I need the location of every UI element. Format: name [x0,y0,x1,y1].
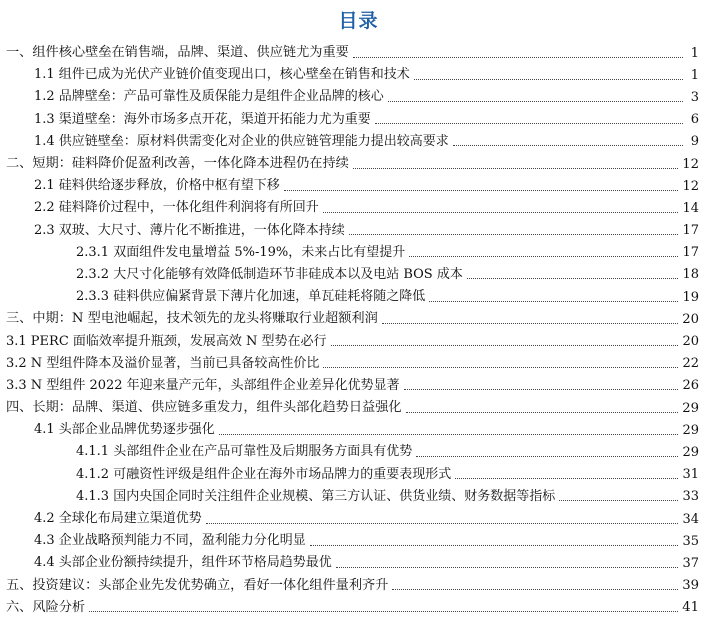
toc-entry-label[interactable]: 4.1.3 国内央国企同时关注组件企业规模、第三方认证、供货业绩、财务数据等指标 [76,488,556,504]
toc-entry[interactable] [0,42,717,64]
toc-entry[interactable] [0,486,717,508]
toc-entry[interactable] [0,308,717,330]
toc-page-number[interactable]: 37 [682,555,699,571]
toc-page-number[interactable]: 29 [682,400,699,416]
dot-leader [404,389,679,390]
toc-entry[interactable] [0,464,717,486]
toc-entry-label[interactable]: 4.3 企业战略预判能力不同，盈利能力分化明显 [34,533,306,549]
toc-page-number[interactable]: 6 [690,112,699,128]
toc-page-number[interactable]: 1 [690,45,699,61]
dot-leader [416,456,678,457]
dot-leader [392,589,678,590]
toc-entry-label[interactable]: 2.3.2 大尺寸化能够有效降低制造环节非硅成本以及电站 BOS 成本 [76,266,463,282]
toc-page-number[interactable]: 33 [682,489,699,505]
toc-entry-label[interactable]: 3.1 PERC 面临效率提升瓶颈，发展高效 N 型势在必行 [6,333,327,349]
dot-leader [323,212,679,213]
dot-leader [89,611,678,612]
dot-leader [388,101,683,102]
toc-entry[interactable] [0,397,717,419]
toc-entry[interactable] [0,286,717,308]
toc-entry-label[interactable]: 4.1.1 头部组件企业在产品可靠性及后期服务方面具有优势 [76,444,413,460]
toc-page-number[interactable]: 12 [682,178,699,194]
toc-entry-label[interactable]: 4.4 头部企业份额持续提升，组件环节格局趋势最优 [34,555,332,571]
dot-leader [349,234,679,235]
toc-entry[interactable] [0,64,717,86]
toc-entry-label[interactable]: 2.1 硅料供给逐步释放，价格中枢有望下移 [34,178,280,194]
toc-entry[interactable] [0,264,717,286]
dot-leader [414,79,683,80]
toc-page-number[interactable]: 31 [682,467,699,483]
dot-leader [382,323,678,324]
table-of-contents [0,42,717,619]
toc-page-number[interactable]: 29 [682,422,699,438]
toc-page-number[interactable]: 20 [682,311,699,327]
toc-entry-label[interactable]: 4.1.2 可融资性评级是组件企业在海外市场品牌力的重要表现形式 [76,466,452,482]
toc-entry[interactable] [0,153,717,175]
dot-leader [353,168,678,169]
toc-page-number[interactable]: 20 [682,334,699,350]
toc-page-number[interactable]: 18 [682,267,699,283]
toc-entry-label[interactable]: 一、组件核心壁垒在销售端，品牌、渠道、供应链尤为重要 [6,45,349,61]
dot-leader [206,523,679,524]
toc-entry-label[interactable]: 1.4 供应链壁垒：原材料供需变化对企业的供应链管理能力提出较高要求 [34,133,449,149]
toc-entry[interactable] [0,552,717,574]
toc-entry-label[interactable]: 五、投资建议：头部企业先发优势确立，看好一体化组件量利齐升 [6,577,389,593]
toc-page-number[interactable]: 19 [682,289,699,305]
toc-entry[interactable] [0,575,717,597]
toc-entry-label[interactable]: 3.2 N 型组件降本及溢价显著，当前已具备较高性价比 [6,355,320,371]
toc-entry-label[interactable]: 1.3 渠道壁垒：海外市场多点开花，渠道开拓能力尤为重要 [34,111,371,127]
toc-page-number[interactable]: 14 [682,200,699,216]
toc-page-number[interactable]: 17 [682,223,699,239]
dot-leader [453,145,683,146]
toc-entry[interactable] [0,375,717,397]
dot-leader [219,434,679,435]
dot-leader [467,278,679,279]
dot-leader [310,545,679,546]
toc-entry[interactable] [0,530,717,552]
toc-entry-label[interactable]: 六、风险分析 [6,599,86,615]
dot-leader [559,500,678,501]
dot-leader [336,567,679,568]
toc-entry[interactable] [0,330,717,352]
toc-entry-label[interactable]: 二、短期：硅料降价促盈利改善，一体化降本进程仍在持续 [6,156,349,172]
toc-entry[interactable] [0,508,717,530]
toc-entry[interactable] [0,419,717,441]
toc-entry-label[interactable]: 1.2 品牌壁垒：产品可靠性及质保能力是组件企业品牌的核心 [34,89,384,105]
dot-leader [429,301,678,302]
toc-entry[interactable] [0,597,717,619]
toc-entry[interactable] [0,242,717,264]
dot-leader [375,123,683,124]
toc-entry-label[interactable]: 4.1 头部企业品牌优势逐步强化 [34,422,215,438]
page-title: 目录 [338,10,379,32]
toc-entry[interactable] [0,353,717,375]
toc-page-number[interactable]: 26 [682,378,699,394]
dot-leader [323,367,678,368]
toc-page-number[interactable]: 12 [682,156,699,172]
dot-leader [331,345,679,346]
toc-page-number[interactable]: 29 [682,444,699,460]
toc-entry-label[interactable]: 4.2 全球化布局建立渠道优势 [34,511,202,527]
toc-entry-label[interactable]: 1.1 组件已成为光伏产业链价值变现出口，核心壁垒在销售和技术 [34,67,410,83]
toc-entry-label[interactable]: 2.3 双玻、大尺寸、薄片化不断推进，一体化降本持续 [34,222,345,238]
toc-entry-label[interactable]: 2.2 硅料降价过程中，一体化组件利润将有所回升 [34,200,319,216]
toc-entry-label[interactable]: 三、中期：N 型电池崛起，技术领先的龙头将赚取行业超额利润 [6,311,378,327]
toc-page-number[interactable]: 3 [690,89,699,105]
toc-entry-label[interactable]: 2.3.3 硅料供应偏紧背景下薄片化加速，单瓦硅耗将随之降低 [76,289,426,305]
toc-page-number[interactable]: 35 [682,533,699,549]
toc-entry[interactable] [0,220,717,242]
toc-entry[interactable] [0,175,717,197]
toc-entry[interactable] [0,86,717,108]
toc-entry-label[interactable]: 四、长期：品牌、渠道、供应链多重发力，组件头部化趋势日益强化 [6,400,402,416]
toc-entry-label[interactable]: 3.3 N 型组件 2022 年迎来量产元年，头部组件企业差异化优势显著 [6,377,400,393]
dot-leader [284,190,679,191]
toc-entry[interactable] [0,197,717,219]
toc-entry[interactable] [0,109,717,131]
toc-page-number[interactable]: 9 [690,134,699,150]
toc-entry[interactable] [0,131,717,153]
toc-page-number[interactable]: 22 [682,356,699,372]
toc-page-number[interactable]: 34 [682,511,699,527]
dot-leader [353,57,683,58]
toc-page-number[interactable]: 41 [682,600,699,616]
toc-page-number[interactable]: 17 [682,245,699,261]
dot-leader [409,256,678,257]
toc-entry-label[interactable]: 2.3.1 双面组件发电量增益 5%-19%，未来占比有望提升 [76,244,406,260]
toc-page-number[interactable]: 39 [682,578,699,594]
dot-leader [406,412,679,413]
dot-leader [455,478,678,479]
toc-entry[interactable] [0,441,717,463]
toc-page-number[interactable]: 1 [690,67,699,83]
